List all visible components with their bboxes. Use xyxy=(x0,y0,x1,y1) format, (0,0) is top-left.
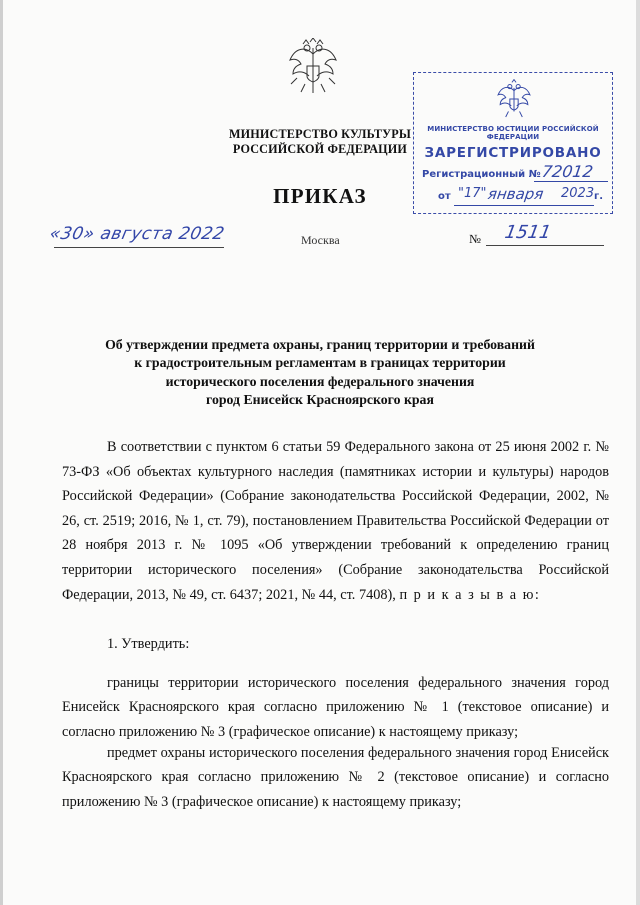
heading-line-4: город Енисейск Красноярского края xyxy=(206,391,434,407)
order-word: п р и к а з ы в а ю: xyxy=(399,586,541,603)
ministry-line-1: МИНИСТЕРСТВО КУЛЬТУРЫ xyxy=(229,127,411,141)
scan-edge-left xyxy=(0,0,3,905)
stamp-reg-number-label: Регистрационный № xyxy=(422,169,541,180)
item-1-heading: 1. Утвердить: xyxy=(107,636,190,652)
stamp-date-month: января xyxy=(486,185,545,203)
stamp-registered-label: ЗАРЕГИСТРИРОВАНО xyxy=(424,145,602,161)
preamble-text: В соответствии с пунктом 6 статьи 59 Федерального закона от 25 июня 2002 г. № 73-ФЗ «Об объектах культурного наследия (памятниках истории и культуры) народов Российской Федерации» (Собрание законодательства Российской Федерации, 2002, № 26, ст. 2519; 2016, № 1, ст. 79), постановлением Правительства Российской Федерации от 28 ноября 2013 г. № 1095 «Об утверждении требований к определению границ территории исторического поселения» (Собрание законодательства Российской Федерации, 2013, № 49, ст. 6437; 2021, № 44, ст. 7408), xyxy=(62,439,609,603)
order-heading xyxy=(80,336,560,409)
ministry-line-2: РОССИЙСКОЙ ФЕДЕРАЦИИ xyxy=(232,141,408,156)
handwritten-date: «30» августа 2022 xyxy=(47,224,227,244)
ministry-name xyxy=(200,127,440,156)
date-underline xyxy=(54,247,224,248)
stamp-date-prefix: от xyxy=(438,191,451,202)
stamp-date-year: 2023 xyxy=(561,186,595,201)
heading-line-2: к градостроительным регламентам в границах территории xyxy=(134,355,506,371)
stamp-date-underline xyxy=(454,205,594,206)
stamp-reg-number-underline xyxy=(534,181,608,182)
preamble-paragraph xyxy=(62,435,609,607)
stamp-reg-number-value: 72012 xyxy=(540,162,595,181)
scan-edge-right xyxy=(636,0,640,905)
registration-stamp xyxy=(413,72,613,214)
heading-line-3: исторического поселения федерального значения xyxy=(165,373,475,389)
item-1-protection-subject: предмет охраны исторического поселения федерального значения город Енисейск Красноярского края согласно приложению № 2 (текстовое описание) и согласно приложению № 3 (графическое описание) к настоящему приказу; xyxy=(62,745,609,810)
document-type: ПРИКАЗ xyxy=(273,184,367,208)
stamp-ministry-name: МИНИСТЕРСТВО ЮСТИЦИИ РОССИЙСКОЙ ФЕДЕРАЦИИ xyxy=(427,125,599,141)
coat-of-arms-icon xyxy=(287,38,339,94)
stamp-emblem-icon xyxy=(496,79,532,119)
heading-line-1: Об утверждении предмета охраны, границ территории и требований xyxy=(105,337,535,352)
item-1-boundaries: границы территории исторического поселения федерального значения город Енисейск Красноярского края согласно приложению № 1 (текстовое описание) и согласно приложению № 3 (графическое описание) к настоящему приказу; xyxy=(62,675,609,740)
stamp-date-suffix: г. xyxy=(594,191,604,202)
number-underline xyxy=(486,245,604,246)
city: Москва xyxy=(301,233,340,247)
handwritten-number: 1511 xyxy=(503,222,553,243)
stamp-date-day: "17" xyxy=(458,186,487,201)
number-label: № xyxy=(469,232,481,246)
